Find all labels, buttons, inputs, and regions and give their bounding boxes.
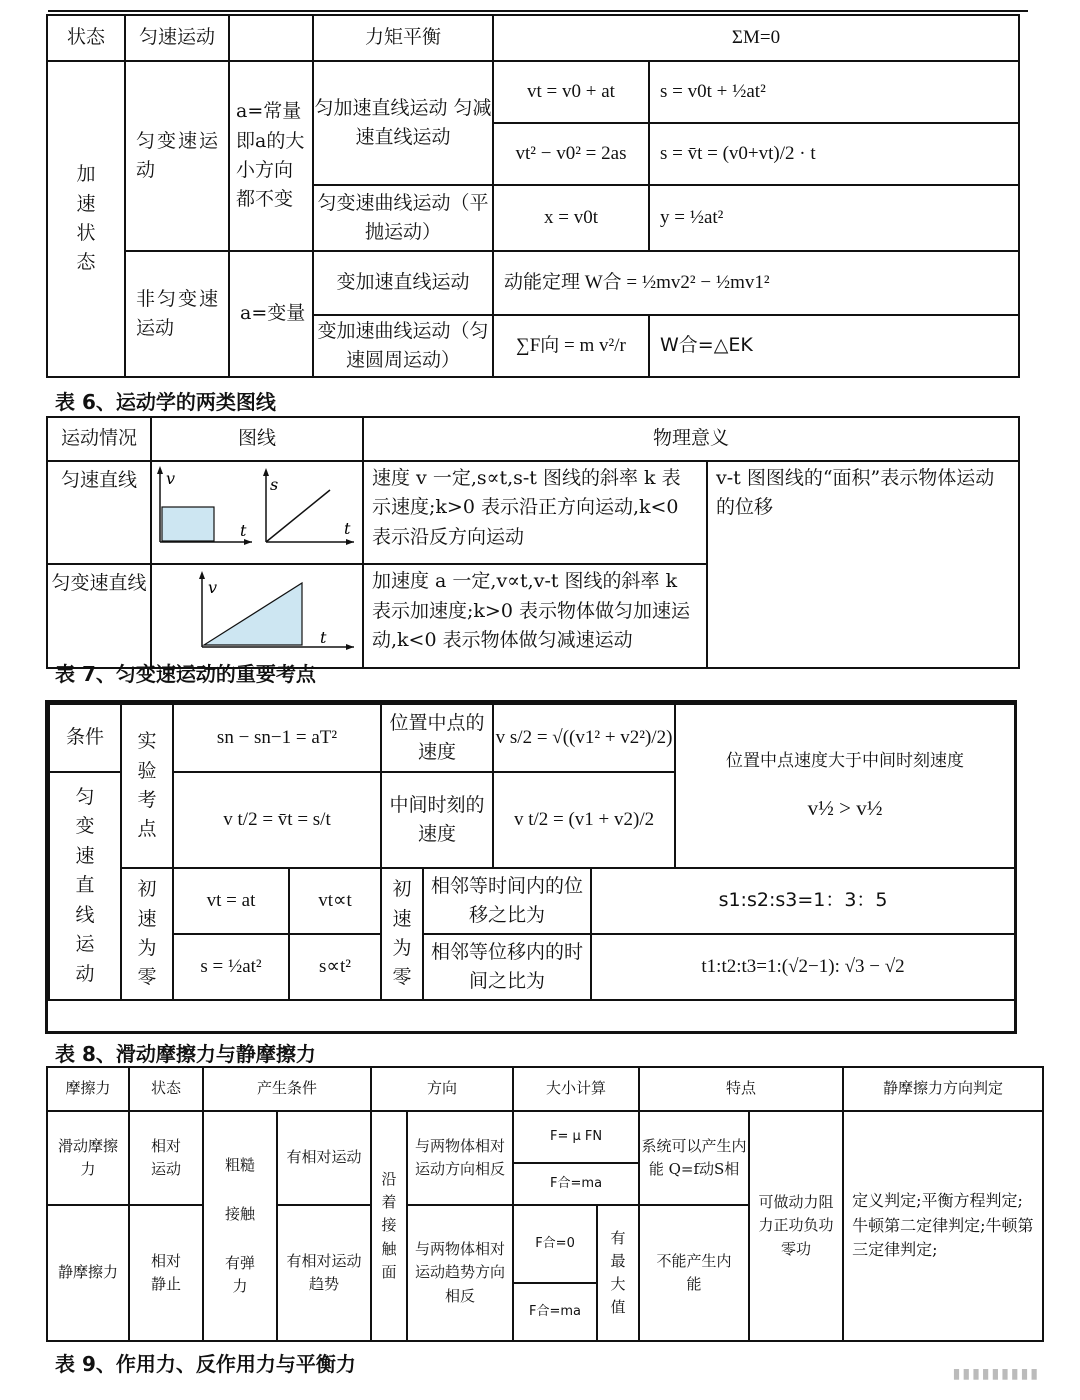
rough-contact-elastic: 粗糙 接触 有弹力 bbox=[203, 1111, 277, 1341]
note-text: 位置中点速度大于中间时刻速度 bbox=[726, 750, 965, 771]
vt-accel-graph bbox=[154, 565, 360, 657]
h-judge: 静摩擦力方向判定 bbox=[843, 1067, 1043, 1111]
formula-avg-speed: v t/2 = v̄t = s/t bbox=[173, 772, 381, 868]
h-feature: 特点 bbox=[639, 1067, 843, 1111]
uniform-variable-motion: 匀变速运动 bbox=[125, 61, 229, 251]
formula-fs2: F合=ma bbox=[513, 1283, 597, 1341]
table-acceleration-states bbox=[46, 14, 1020, 378]
formula-vt: vt = v0 + at bbox=[493, 61, 649, 123]
kinetic-energy-theorem: 动能定理 W合 = ½mv2² − ½mv1² bbox=[493, 251, 1019, 315]
caption-table7: 表 7、匀变速运动的重要考点 bbox=[55, 662, 316, 686]
formula-fs1: F合=0 bbox=[513, 1205, 597, 1283]
h-state: 状态 bbox=[129, 1067, 203, 1111]
work-energy-formula: W合=△EK bbox=[649, 315, 1019, 377]
formula-vt-at: vt = at bbox=[173, 868, 289, 934]
header-meaning: 物理意义 bbox=[363, 417, 1019, 461]
header-uniform: 匀速运动 bbox=[125, 15, 229, 61]
header-torque: 力矩平衡 bbox=[313, 15, 493, 61]
table-uniform-accel-points bbox=[48, 703, 1016, 1001]
formula-s-half: s = ½at² bbox=[173, 934, 289, 1000]
axis-s-label: s bbox=[270, 475, 279, 494]
row-uniform-accel: 匀变速直线 bbox=[47, 564, 151, 667]
formula-s: s = v0t + ½at² bbox=[649, 61, 1019, 123]
mid-speed-note bbox=[675, 704, 1015, 868]
top-rule bbox=[48, 10, 1028, 12]
uniform-linear-motion: 匀变速直线运动 bbox=[49, 772, 121, 1000]
has-relative-trend: 有相对运动趋势 bbox=[277, 1205, 371, 1341]
formula-v-prop: vt∝t bbox=[289, 868, 381, 934]
relative-static: 相对静止 bbox=[129, 1205, 203, 1341]
vt-st-graphs bbox=[154, 462, 360, 554]
mid-position-speed: 位置中点的速度 bbox=[381, 704, 493, 772]
exp-points: 实验考点 bbox=[121, 704, 173, 868]
graph-accel bbox=[151, 564, 363, 667]
direction-sliding: 与两物体相对运动方向相反 bbox=[407, 1111, 513, 1205]
heat-feature: 系统可以产生内能 Q=f动S相 bbox=[639, 1111, 749, 1205]
area-meaning: v-t 图图线的“面积”表示物体运动的位移 bbox=[707, 461, 1019, 668]
formula-fk1: F= μ FN bbox=[513, 1111, 639, 1163]
axis-v-label: v bbox=[166, 469, 176, 488]
uniform-meaning: 速度 v 一定,s∝t,s-t 图线的斜率 k 表示速度;k>0 表示沿正方向运动,k<0 表示沿反方向运动 bbox=[363, 461, 707, 564]
formula-fk2: F合=ma bbox=[513, 1163, 639, 1205]
relative-motion: 相对运动 bbox=[129, 1111, 203, 1205]
h-direction: 方向 bbox=[371, 1067, 513, 1111]
axis-t-label-3: t bbox=[320, 628, 327, 648]
a-constant: a=常量即a的大小方向都不变 bbox=[229, 61, 313, 251]
accel-state: 加速状态 bbox=[47, 61, 125, 377]
mid-time-speed: 中间时刻的速度 bbox=[381, 772, 493, 868]
watermark-dots: ▮▮▮▮▮▮▮▮▮ bbox=[952, 1366, 1040, 1382]
speed-inequality: v½ > v½ bbox=[807, 795, 883, 820]
caption-table8: 表 8、滑动摩擦力与静摩擦力 bbox=[55, 1042, 316, 1066]
header-empty bbox=[229, 15, 313, 61]
h-magnitude: 大小计算 bbox=[513, 1067, 639, 1111]
static-friction: 静摩擦力 bbox=[47, 1205, 129, 1341]
adjacent-time-ratio: 相邻等位移内的时间之比为 bbox=[423, 934, 591, 1000]
centripetal-formula: ∑F向 = m v²/r bbox=[493, 315, 649, 377]
header-graph: 图线 bbox=[151, 417, 363, 461]
curve-motion: 匀变速曲线运动（平抛运动） bbox=[313, 185, 493, 251]
a-variable: a=变量 bbox=[229, 251, 313, 377]
nonuniform-motion: 非匀变速运动 bbox=[125, 251, 229, 377]
init-zero-right: 初速为零 bbox=[381, 868, 423, 1000]
direction-static: 与两物体相对运动趋势方向相反 bbox=[407, 1205, 513, 1341]
graph-uniform bbox=[151, 461, 363, 564]
h-friction: 摩擦力 bbox=[47, 1067, 129, 1111]
cond-label: 条件 bbox=[49, 704, 121, 772]
table-kinematics-graphs bbox=[46, 416, 1020, 669]
accel-meaning: 加速度 a 一定,v∝t,v-t 图线的斜率 k 表示加速度;k>0 表示物体做匀加速运动,k<0 表示物体做匀减速运动 bbox=[363, 564, 707, 667]
header-motion: 运动情况 bbox=[47, 417, 151, 461]
var-line-motion: 变加速直线运动 bbox=[313, 251, 493, 315]
along-contact: 沿着接触面 bbox=[371, 1111, 407, 1341]
header-state: 状态 bbox=[47, 15, 125, 61]
adjacent-disp-ratio: 相邻等时间内的位移之比为 bbox=[423, 868, 591, 934]
row-uniform-linear: 匀速直线 bbox=[47, 461, 151, 564]
caption-table9: 表 9、作用力、反作用力与平衡力 bbox=[55, 1352, 356, 1376]
init-zero-left: 初速为零 bbox=[121, 868, 173, 1000]
line-motion: 匀加速直线运动 匀减速直线运动 bbox=[313, 61, 493, 185]
formula-sn: sn − sn−1 = aT² bbox=[173, 704, 381, 772]
formula-mid-position: v s/2 = √((v1² + v2²)/2) bbox=[493, 704, 675, 772]
ratio-s: s1:s2:s3=1：3：5 bbox=[591, 868, 1015, 934]
axis-t-label-2: t bbox=[344, 519, 351, 538]
work-feature: 可做动力阻力正功负功零功 bbox=[749, 1111, 843, 1341]
h-condition: 产生条件 bbox=[203, 1067, 371, 1111]
axis-v-label-2: v bbox=[208, 578, 218, 598]
has-relative-motion: 有相对运动 bbox=[277, 1111, 371, 1205]
axis-t-label: t bbox=[240, 521, 247, 540]
formula-mid-time: v t/2 = (v1 + v2)/2 bbox=[493, 772, 675, 868]
formula-s-prop: s∝t² bbox=[289, 934, 381, 1000]
has-max: 有最大值 bbox=[597, 1205, 639, 1341]
torque-formula: ΣM=0 bbox=[493, 15, 1019, 61]
formula-x: x = v0t bbox=[493, 185, 649, 251]
no-heat: 不能产生内能 bbox=[639, 1205, 749, 1341]
sliding-friction: 滑动摩擦力 bbox=[47, 1111, 129, 1205]
formula-y: y = ½at² bbox=[649, 185, 1019, 251]
formula-vt2: vt² − v0² = 2as bbox=[493, 123, 649, 185]
ratio-t: t1:t2:t3=1:(√2−1): √3 − √2 bbox=[591, 934, 1015, 1000]
judge-methods: 定义判定;平衡方程判定;牛顿第二定律判定;牛顿第三定律判定; bbox=[843, 1111, 1043, 1341]
var-curve-motion: 变加速曲线运动（匀速圆周运动） bbox=[313, 315, 493, 377]
caption-table6: 表 6、运动学的两类图线 bbox=[55, 390, 276, 414]
table-friction bbox=[46, 1066, 1044, 1342]
formula-s-avg: s = v̄t = (v0+vt)/2 · t bbox=[649, 123, 1019, 185]
